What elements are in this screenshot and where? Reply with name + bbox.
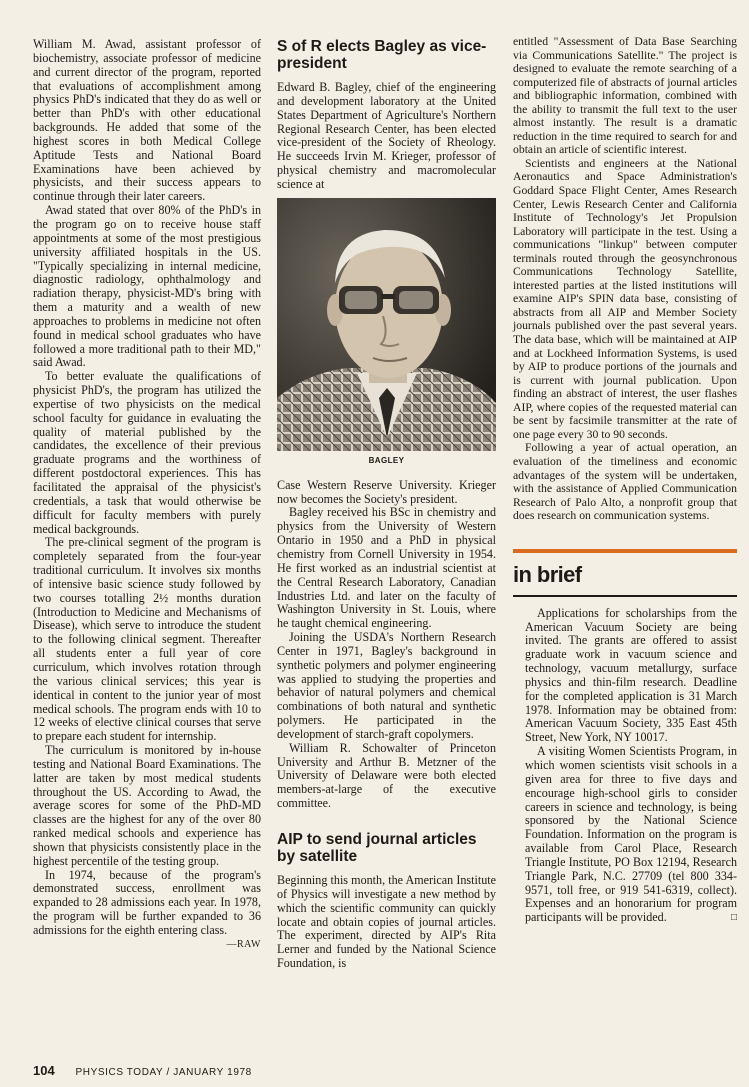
body-paragraph: Joining the USDA's Northern Research Center in 1971, Bagley's background in synthetic polymers and polymer engineering was applied to studying the properties and behavior of natural polymers and chemical combinations of both natural and synthetic polymers. He participated in the development of starch-graft copolymers. bbox=[277, 630, 496, 741]
body-paragraph: Edward B. Bagley, chief of the engineering and development laboratory at the United States Department of Agriculture's Northern Regional Research Center, has been elected vice-president of the Society of Rheology. He succeeds Irvin M. Krieger, professor of physical chemistry and macromolecular science at bbox=[277, 80, 496, 191]
body-text: A visiting Women Scientists Program, in which women scientists visit schools in a given area for three to five days and encourage high-school girls to consider careers in science and technology, is being sponsored by the National Science Foundation. Information on the program is available from Carol Place, Research Triangle Institute, PO Box 12194, Research Triangle Park, N.C. 27709 (tel 800 334-9571, toll free, or 919 541-6319, collect). Expenses and an honorarium for program participants will be provided. bbox=[525, 744, 737, 925]
in-brief-heading: in brief bbox=[513, 563, 737, 597]
body-paragraph: Awad stated that over 80% of the PhD's in the program go on to receive house staff appointments at some of the most prestigious university affiliated hospitals in the US. "Typically specializing in internal medicine, diagnostic radiology, ophthalmology and radiation therapy, physicist-MD's bring with them a maturity and a wealth of new approaches to problems in medicine not often found in medical school graduates who have followed a more traditional path to their MD," said Awad. bbox=[33, 203, 261, 370]
portrait-photo bbox=[277, 198, 496, 451]
body-paragraph: Beginning this month, the American Institute of Physics will investigate a new method by which the scientific community can quickly locate and obtain copies of journal articles. The experiment, directed by AIP's Rita Lerner and funded by the National Science Foundation, is bbox=[277, 873, 496, 971]
body-paragraph: The pre-clinical segment of the program is completely separated from the four-year traditional curriculum. It involves six months of intensive basic science study followed by two courses totalling 2½ months duration (Introduction to Medicine and Mechanisms of Disease), which serve to introduce the student to the following clinical segment. Thereafter all students enter a full year of core curriculum, which involves rotation through the various clinical services; this year is identical in content to the junior year of most medical schools. The program ends with 10 to 12 weeks of elective clinical courses that serve to prepare each student for internship. bbox=[33, 535, 261, 744]
body-paragraph: Following a year of actual operation, an evaluation of the timeliness and economic advantages of the system will be undertaken, with the assistance of Applied Communication Research of Palo Alto, a nonprofit group that does research on communication systems. bbox=[513, 441, 737, 523]
portrait-illustration bbox=[277, 198, 496, 451]
body-paragraph: The curriculum is monitored by in-house testing and National Board Examinations. The latter are taken by most medical students throughout the US. According to Awad, the average scores for some of the PhD-MD classes are the highest for any of the over 80 ranked medical schools and experience has shown that physicists consistently place in the highest percentile of the testing group. bbox=[33, 743, 261, 868]
column-aip-continued bbox=[513, 35, 737, 925]
body-paragraph bbox=[33, 867, 261, 950]
photo-caption: BAGLEY bbox=[368, 455, 405, 465]
body-paragraph: entitled "Assessment of Data Base Searching via Communications Satellite." The project is designed to evaluate the remote searching of a computerized file of abstracts of journal articles and bibliographic information, combined with the ability to transmit the full text to the user almost instantly. The result is a dramatic reduction in the time required to search for and obtain an article of scientific interest. bbox=[513, 35, 737, 157]
body-text: In 1974, because of the program's demonstrated success, enrollment was expanded to 28 admissions each year. In 1978, the program will be further expanded to 36 admissions for the eighth entering class. bbox=[33, 867, 261, 937]
aip-article-continued bbox=[513, 35, 737, 523]
author-signature: —RAW bbox=[226, 938, 261, 950]
headline-aip-satellite: AIP to send journal articles by satellite bbox=[277, 831, 477, 865]
section-divider bbox=[513, 549, 737, 553]
column-bagley-article bbox=[277, 38, 496, 971]
magazine-issue: PHYSICS TODAY / JANUARY 1978 bbox=[75, 1067, 252, 1078]
body-paragraph: William R. Schowalter of Princeton University and Arthur B. Metzner of the University of Delaware were both elected members-at-large of the executive committee. bbox=[277, 740, 496, 811]
body-paragraph: Bagley received his BSc in chemistry and physics from the University of Western Ontario in 1950 and a PhD in physical chemistry from Cornell University in 1954. He first worked as an industrial scientist at the Central Research Laboratory, Canadian Industries Ltd. and later on the faculty of Washington University in St. Louis, where he taught chemical engineering. bbox=[277, 505, 496, 631]
column-awad-article bbox=[33, 38, 261, 952]
page-footer bbox=[33, 1063, 733, 1078]
headline-bagley: S of R elects Bagley as vice-president bbox=[277, 38, 487, 72]
body-paragraph: Case Western Reserve University. Krieger now becomes the Society's president. bbox=[277, 477, 496, 506]
end-of-article-mark: □ bbox=[730, 912, 737, 924]
page-number: 104 bbox=[33, 1063, 55, 1078]
brief-item: Applications for scholarships from the American Vacuum Society are being invited. The grants are offered to assist graduate work in vacuum science and technology, vacuum metallurgy, surface physics and thin-film research. Deadline for the completed application is 31 March 1978. Information may be obtained from: American Vacuum Society, 335 East 45th Street, New York, NY 10017. bbox=[525, 605, 737, 745]
body-paragraph: Scientists and engineers at the National Aeronautics and Space Administration's Goddard Space Flight Center, Ames Research Center, Lewis Research Center and California Institute of Technology's Jet Propulsion Laboratory will participate in the test. Using a communications "linkup" between computer terminals routed through the geosynchronous Communications Technology Satellite, interested parties at the listed institutions will examine AIP's SPIN data base, consisting of abstracts from all AIP and Member Society journals published over the past several years. The data base, which will be maintained at AIP and at Lockheed Information Systems, is used by AIP to produce portions of the journals and is current with journal publication. Upon finding an abstract of interest, the user flashes AIP, where copies of the requested material can be sent by facsimile transmitter at the rate of one page every 30 to 90 seconds. bbox=[513, 156, 737, 441]
body-paragraph: William M. Awad, assistant professor of biochemistry, associate professor of medicine and current director of the program, reported that evaluations of accomplishment among physics PhD's indicated that they do as well or better than PhD's with other educational backgrounds. He added that some of the highest scores in both Medical College Aptitude Tests and National Board Examinations have been achieved by physicists, and their success appears to continue through their later careers. bbox=[33, 37, 261, 204]
brief-item bbox=[513, 745, 737, 925]
body-paragraph: To better evaluate the qualifications of physicist PhD's, the program has utilized the expertise of two physicists on the medical school faculty for guidance in evaluating the quality of material published by the candidates, the excellence of their previous graduate programs and the worthiness of different postdoctoral experiences. This has facilitated the appraisal of the physicist's credentials, a task that would otherwise be difficult for faculty members with purely medical backgrounds. bbox=[33, 369, 261, 536]
